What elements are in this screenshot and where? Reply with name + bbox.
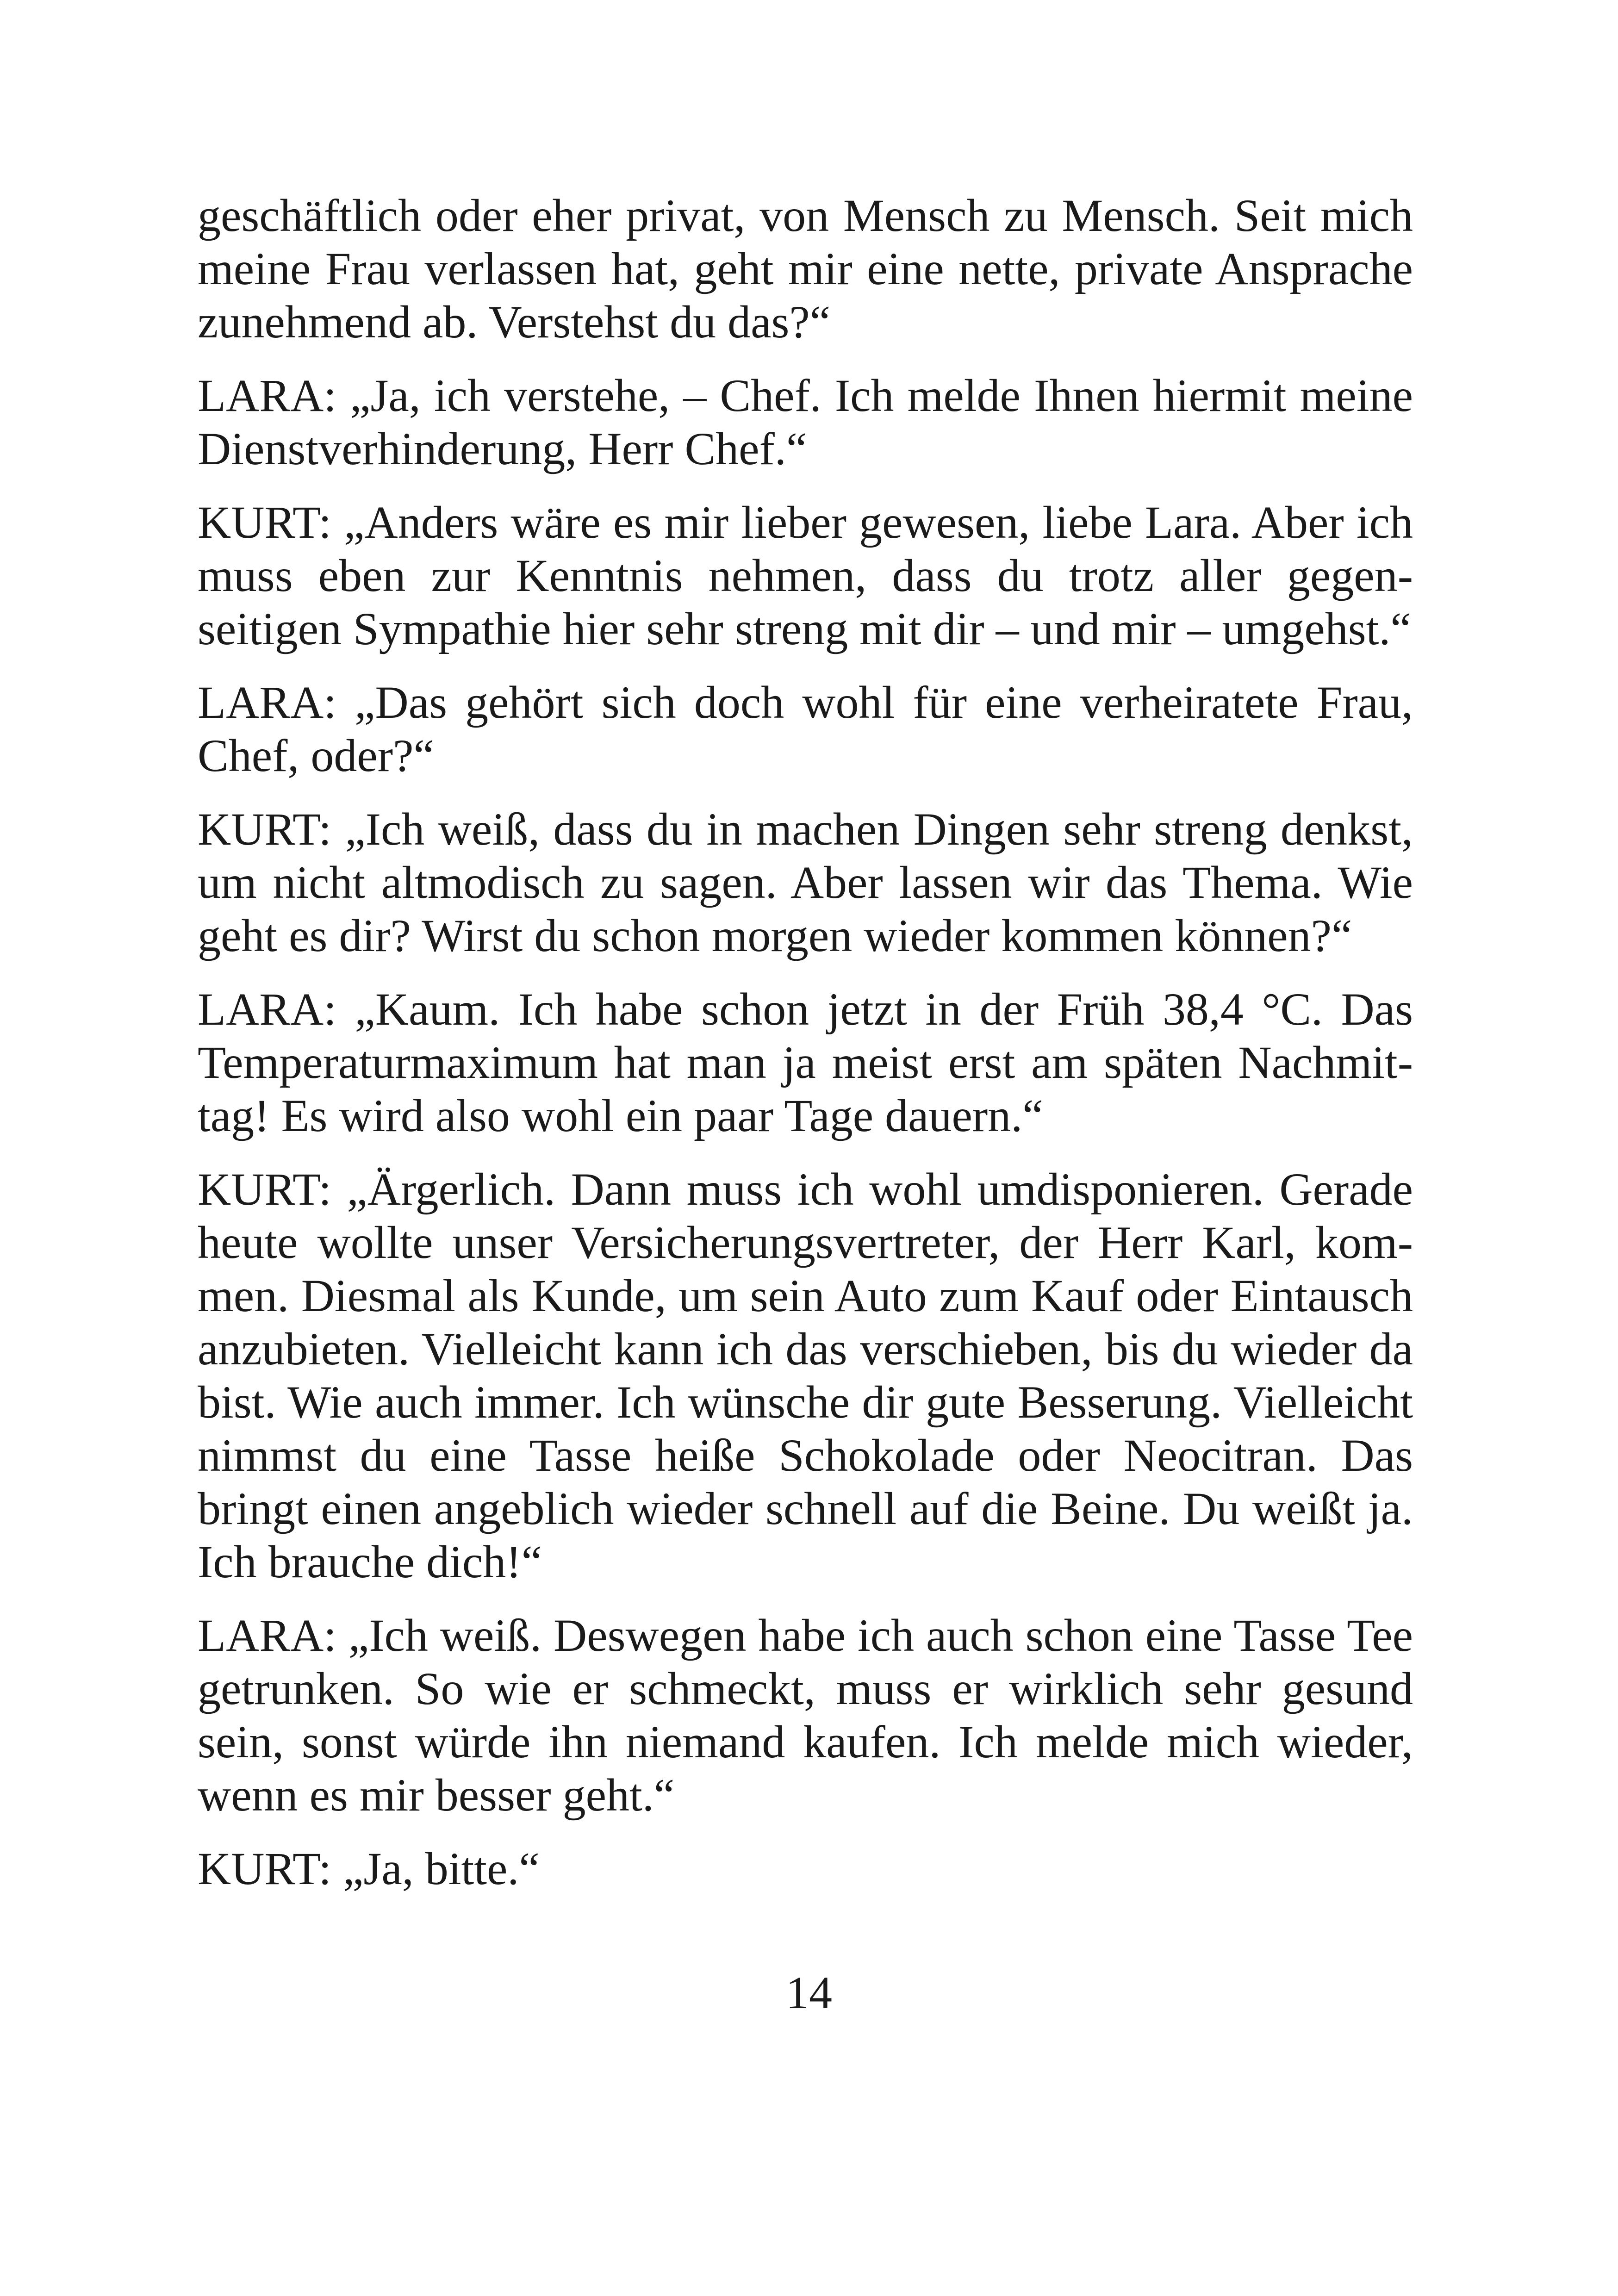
page-number: 14 [786,1967,832,2018]
paragraph: LARA: „Ich weiß. Deswegen habe ich auch schon eine Tasse Tee getrunken. So wie er schmeckt, muss er wirklich sehr gesund sein, sonst würde ihn niemand kaufen. Ich melde mich wieder, wenn es mir besser geht.“ [198,1610,1413,1821]
paragraph: geschäftlich oder eher privat, von Mensch zu Mensch. Seit mich meine Frau verlassen hat, geht mir eine nette, private Ansprache zunehmend ab. Verstehst du das?“ [198,190,1413,348]
body-text [198,189,1413,1916]
paragraph: LARA: „Ja, ich verstehe, – Chef. Ich melde Ihnen hiermit meine Dienstverhinderung, Herr Chef.“ [198,370,1413,474]
paragraph: LARA: „Kaum. Ich habe schon jetzt in der Früh 38,4 °C. Das Temperaturmaximum hat man ja meist erst am späten Nachmittag! Es wird also wohl ein paar Tage dauern.“ [198,983,1413,1141]
paragraph: KURT: „Ärgerlich. Dann muss ich wohl umdisponieren. Gerade heute wollte unser Versicherungsvertreter, der Herr Karl, kommen. Diesmal als Kunde, um sein Auto zum Kauf oder Eintausch anzubieten. Vielleicht kann ich das verschieben, bis du wieder da bist. Wie auch immer. Ich wünsche dir gute Besserung. Vielleicht nimmst du eine Tasse heiße Schokolade oder Neocitran. Das bringt einen angeblich wieder schnell auf die Beine. Du weißt ja. Ich brauche dich!“ [198,1164,1413,1587]
paragraph: LARA: „Das gehört sich doch wohl für eine verheiratete Frau, Chef, oder?“ [198,677,1413,781]
paragraph: KURT: „Ich weiß, dass du in machen Dingen sehr streng denkst, um nicht altmodisch zu sagen. Aber lassen wir das Thema. Wie geht es dir? Wirst du schon morgen wieder kommen können?“ [198,803,1413,961]
paragraph: KURT: „Anders wäre es mir lieber gewesen, liebe Lara. Aber ich muss eben zur Kenntnis nehmen, dass du trotz aller gegenseitigen Sympathie hier sehr streng mit dir – und mir – umgehst.“ [198,497,1413,654]
paragraph: KURT: „Ja, bitte.“ [198,1843,540,1894]
